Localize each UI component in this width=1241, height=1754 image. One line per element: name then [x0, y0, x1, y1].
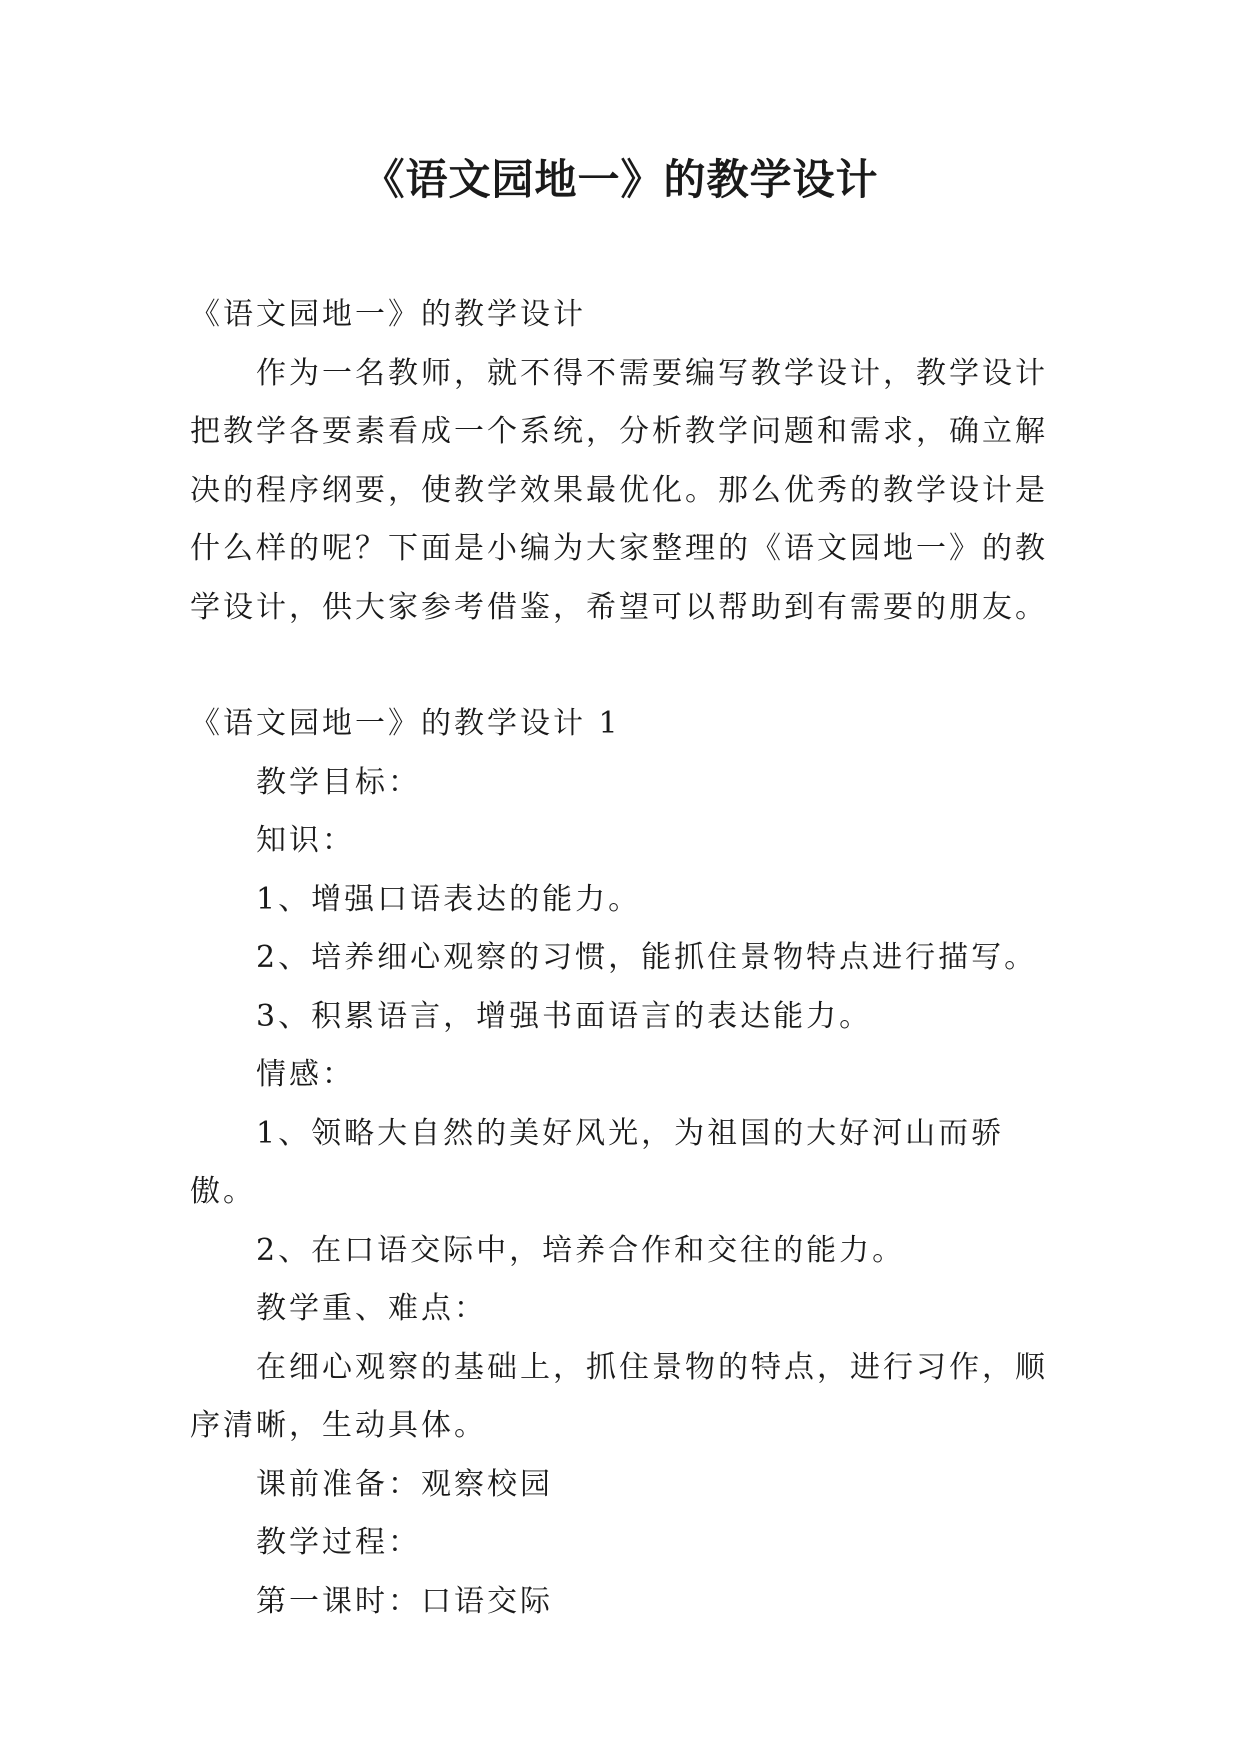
- section-heading: 《语文园地一》的教学设计 1: [190, 706, 621, 741]
- body-line-process: 教学过程：: [256, 1525, 421, 1560]
- intro-paragraph: 作为一名教师，就不得不需要编写教学设计，教学设计把教学各要素看成一个系统，分析教学问题和需求，确立解决的程序纲要，使教学效果最优化。那么优秀的教学设计是什么样的呢？下面是小编为大家整理的《语文园地一》的教学设计，供大家参考借鉴，希望可以帮助到有需要的朋友。: [190, 355, 1048, 625]
- intro-heading: 《语文园地一》的教学设计: [190, 297, 586, 332]
- body-line-emotion-2: 2、在口语交际中，培养合作和交往的能力。: [256, 1232, 906, 1268]
- body-line-preparation: 课前准备：观察校园: [256, 1466, 553, 1502]
- body-line-emotion-1: 1、领略大自然的美好风光，为祖国的大好河山而骄傲。: [190, 1115, 1005, 1209]
- body-line-emotion: 情感：: [256, 1057, 355, 1092]
- body-line-knowledge: 知识：: [256, 823, 355, 858]
- body-line-key-points: 教学重、难点：: [256, 1291, 487, 1326]
- document-title: 《语文园地一》的教学设计: [362, 155, 879, 204]
- body-line-knowledge-1: 1、增强口语表达的能力。: [256, 881, 642, 917]
- body-line-key-points-detail: 在细心观察的基础上，抓住景物的特点，进行习作，顺序清晰，生动具体。: [190, 1349, 1048, 1443]
- body-line-knowledge-3: 3、积累语言，增强书面语言的表达能力。: [256, 998, 873, 1034]
- body-line-teaching-goals: 教学目标：: [256, 764, 421, 800]
- body-line-knowledge-2: 2、培养细心观察的习惯，能抓住景物特点进行描写。: [256, 940, 1038, 975]
- document-body: [190, 286, 1052, 1631]
- body-line-first-lesson: 第一课时：口语交际: [256, 1583, 553, 1619]
